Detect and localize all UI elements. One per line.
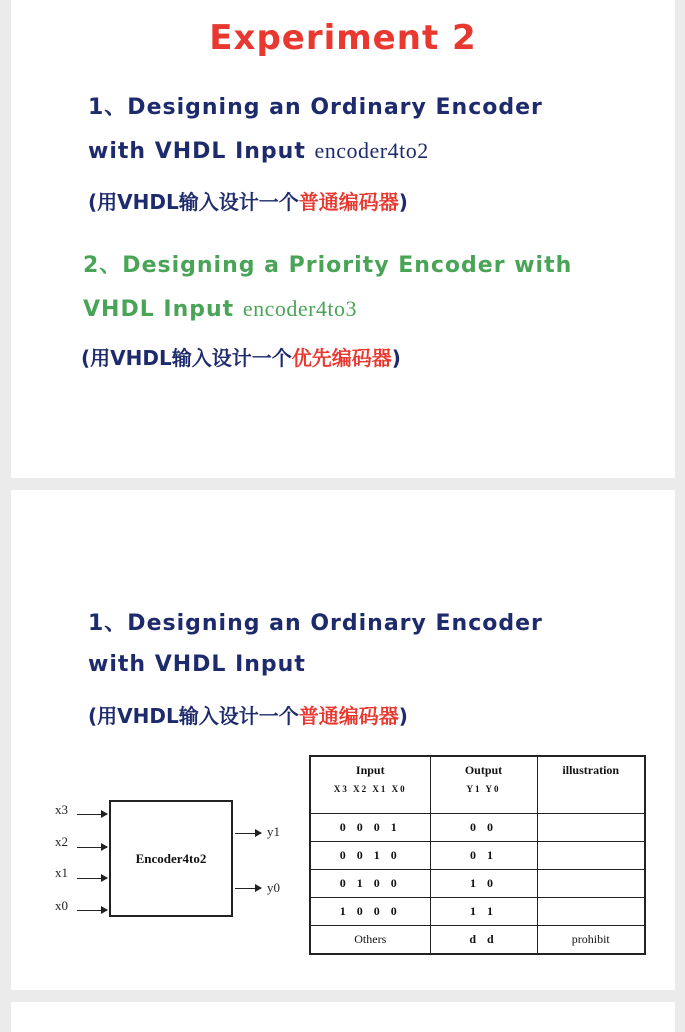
item2-cn-highlight: 优先编码器 xyxy=(291,346,392,370)
input-label-x3: x3 xyxy=(55,802,68,817)
header-input xyxy=(310,756,430,814)
item1-cn-highlight: 普通编码器 xyxy=(298,190,399,214)
input-label-x0: x0 xyxy=(55,898,68,913)
slide-title: Experiment 2 xyxy=(209,18,477,58)
item1-chinese xyxy=(88,186,408,215)
header-illustration xyxy=(537,756,645,814)
cell-output: 1 1 xyxy=(430,898,537,926)
cell-note xyxy=(537,842,645,870)
encoder-block-diagram xyxy=(47,740,280,913)
table-row xyxy=(310,842,645,870)
input-arrow-x2 xyxy=(77,847,107,848)
item1-cn-prefix: (用VHDL输入设计一个 xyxy=(88,190,299,214)
cell-note xyxy=(537,870,645,898)
cell-input: 0 1 0 0 xyxy=(310,870,430,898)
header-illustration-label: illustration xyxy=(562,763,620,777)
input-arrow-x1 xyxy=(77,878,107,879)
input-label-x1: x1 xyxy=(55,865,68,880)
header-output-sub: Y1 Y0 xyxy=(466,784,501,794)
cell-input: 1 0 0 0 xyxy=(310,898,430,926)
slide2-line2: with VHDL Input xyxy=(88,652,306,677)
slide-3 xyxy=(11,1002,675,1032)
slide2-line1: 1、Designing an Ordinary Encoder xyxy=(88,611,543,636)
header-output-label: Output xyxy=(464,763,503,777)
item2-line2 xyxy=(83,296,357,322)
table-row xyxy=(310,870,645,898)
output-arrow-y1 xyxy=(235,833,261,834)
header-output xyxy=(430,756,537,814)
slide-2 xyxy=(11,490,675,990)
item1-entity-name: encoder4to2 xyxy=(314,138,429,163)
item1-line2-text: with VHDL Input xyxy=(88,139,315,164)
output-arrow-y0 xyxy=(235,888,261,889)
cell-note xyxy=(537,814,645,842)
item2-entity-name: encoder4to3 xyxy=(242,296,358,321)
cell-input: 0 0 1 0 xyxy=(310,842,430,870)
item1-line2 xyxy=(88,138,429,164)
cell-output: 0 1 xyxy=(430,842,537,870)
item1-cn-suffix: ) xyxy=(398,190,408,214)
header-input-sub: X3 X2 X1 X0 xyxy=(333,784,407,794)
item2-chinese xyxy=(81,342,401,371)
item2-cn-suffix: ) xyxy=(391,346,401,370)
cell-output: d d xyxy=(430,926,537,955)
output-label-y1: y1 xyxy=(267,824,280,839)
slide2-cn-prefix: (用VHDL输入设计一个 xyxy=(88,704,299,728)
encoder-block: Encoder4to2 xyxy=(109,800,233,917)
table-row xyxy=(310,814,645,842)
slide2-cn-highlight: 普通编码器 xyxy=(298,704,399,728)
cell-input: Others xyxy=(310,926,430,955)
input-arrow-x0 xyxy=(77,910,107,911)
output-label-y0: y0 xyxy=(267,880,280,895)
item1-line1: 1、Designing an Ordinary Encoder xyxy=(88,95,543,120)
cell-note: prohibit xyxy=(537,926,645,955)
cell-note xyxy=(537,898,645,926)
table-header-row xyxy=(310,756,645,814)
slide-1 xyxy=(11,0,675,478)
cell-output: 0 0 xyxy=(430,814,537,842)
slide2-chinese xyxy=(88,700,408,729)
item2-line1: 2、Designing a Priority Encoder with xyxy=(83,253,573,278)
table-row xyxy=(310,898,645,926)
header-input-label: Input xyxy=(355,763,385,777)
item2-line2-text: VHDL Input xyxy=(83,297,243,322)
cell-output: 1 0 xyxy=(430,870,537,898)
item2-cn-prefix: (用VHDL输入设计一个 xyxy=(81,346,292,370)
table-row xyxy=(310,926,645,955)
cell-input: 0 0 0 1 xyxy=(310,814,430,842)
input-arrow-x3 xyxy=(77,814,107,815)
truth-table xyxy=(309,755,646,955)
input-label-x2: x2 xyxy=(55,834,68,849)
slide2-cn-suffix: ) xyxy=(398,704,408,728)
